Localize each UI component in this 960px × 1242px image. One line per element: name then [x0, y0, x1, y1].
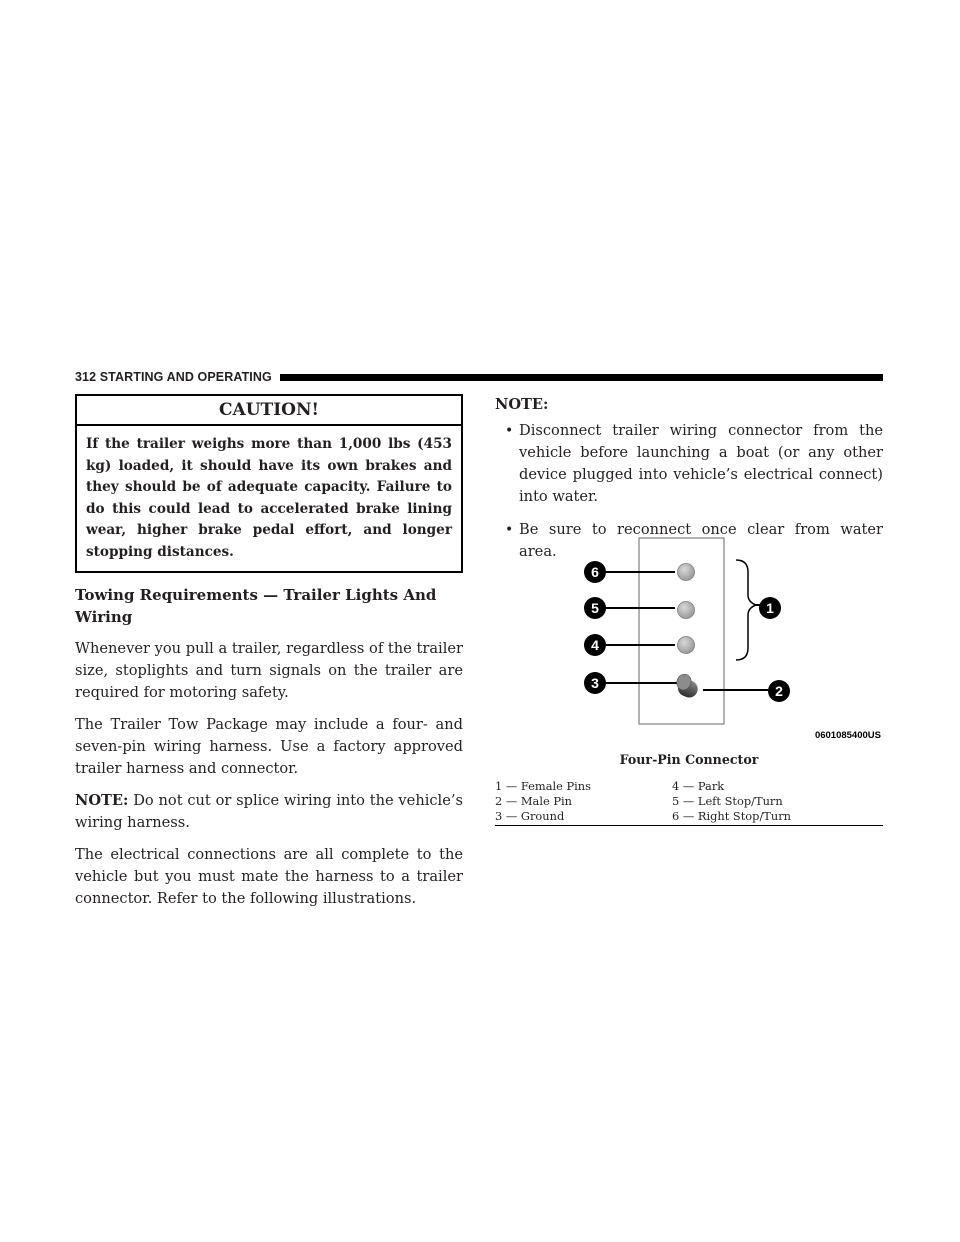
caution-box [75, 394, 463, 573]
pin-5 [678, 602, 695, 619]
note-heading: NOTE: [495, 396, 549, 413]
page-number-section: 312 STARTING AND OPERATING [75, 370, 272, 384]
pin-6 [678, 564, 695, 581]
callout-6-label: 6 [591, 564, 599, 580]
callout-6 [584, 561, 606, 583]
section-heading: Towing Requirements — Trailer Lights And Wiring [75, 586, 437, 626]
bullet-reconnect: • Be sure to reconnect once clear from water area. [495, 519, 883, 563]
paragraph-harness: The Trailer Tow Package may include a four- and seven-pin wiring harness. Use a factory approved trailer harness and connector. [75, 716, 463, 777]
legend-row [495, 809, 883, 824]
paragraph-connections: The electrical connections are all complete to the vehicle but you must mate the harness to a trailer connector. Refer to the following illustrations. [75, 846, 463, 907]
note-label: NOTE: [75, 792, 129, 809]
callout-5 [584, 597, 606, 619]
page-header [75, 369, 883, 385]
legend-row [495, 779, 883, 794]
pin-4 [678, 637, 695, 654]
note-text: Do not cut or splice wiring into the vehicle’s wiring harness. [75, 792, 463, 831]
caution-title: CAUTION! [77, 396, 461, 426]
callout-1-label: 1 [766, 600, 774, 616]
callout-4-label: 4 [591, 637, 599, 653]
four-pin-connector-diagram [578, 530, 883, 745]
legend-item: 2 — Male Pin [495, 794, 572, 808]
legend-item: 3 — Ground [495, 809, 565, 823]
callout-2 [768, 680, 790, 702]
left-column [75, 394, 463, 910]
legend-item: 1 — Female Pins [495, 779, 591, 793]
figure-code: 0601085400US [814, 730, 881, 741]
callout-3 [584, 672, 606, 694]
caution-text: If the trailer weighs more than 1,000 lbs (453 kg) loaded, it should have its own brakes and they should be of adequate capacity. Failure to do this could lead to accelerated brake lining wear, higher brake pedal effort, and longer stopping distances. [86, 436, 452, 560]
legend-row [495, 794, 883, 809]
legend-item: 6 — Right Stop/Turn [672, 809, 792, 823]
callout-5-label: 5 [591, 600, 599, 616]
header-rule [280, 374, 883, 381]
bullet-disconnect: • Disconnect trailer wiring connector from the vehicle before launching a boat (or any other device plugged into vehicle’s electrical connect) into water. [495, 420, 883, 508]
callout-4 [584, 634, 606, 656]
paragraph-lights: Whenever you pull a trailer, regardless of the trailer size, stoplights and turn signals on the trailer are required for motoring safety. [75, 640, 463, 701]
bracket [736, 560, 756, 660]
callout-3-label: 3 [591, 675, 599, 691]
callout-2-label: 2 [775, 683, 783, 699]
note-paragraph [75, 790, 463, 834]
legend-item: 4 — Park [672, 779, 725, 793]
figure-caption: Four-Pin Connector [619, 752, 759, 767]
callout-1 [759, 597, 781, 619]
legend-item: 5 — Left Stop/Turn [672, 794, 783, 808]
figure-legend [495, 779, 883, 826]
